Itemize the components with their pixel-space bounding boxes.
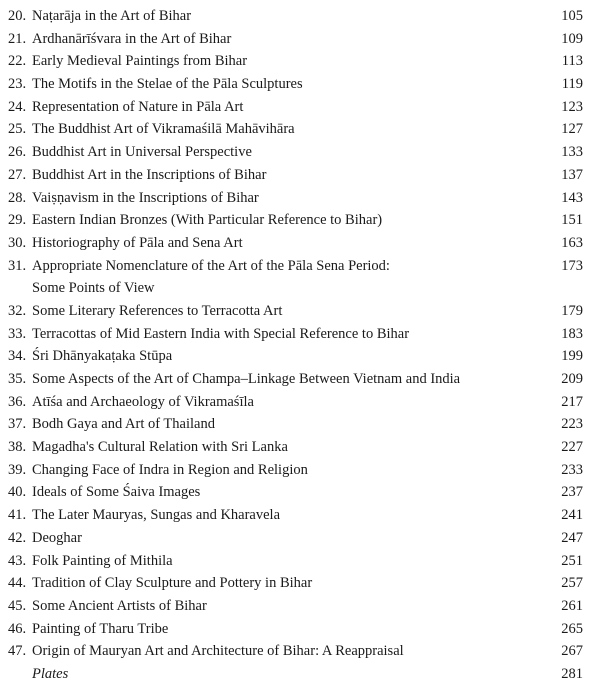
chapter-title: Terracottas of Mid Eastern India with Special Reference to Bihar (32, 325, 410, 342)
toc-entry (0, 5, 600, 28)
toc-entry (0, 504, 600, 527)
chapter-title: Historiography of Pāla and Sena Art (32, 234, 243, 251)
chapter-title: The Buddhist Art of Vikramaśilā Mahāvihāra (32, 121, 295, 138)
chapter-title: Ardhanārīśvara in the Art of Bihar (32, 30, 232, 47)
page-number: 123 (561, 98, 583, 115)
chapter-number: 40. (8, 484, 27, 501)
chapter-number: 25. (8, 121, 27, 138)
chapter-number: 24. (8, 98, 27, 115)
page-number: 223 (561, 416, 583, 433)
page-number: 179 (561, 302, 583, 319)
plates-page-number: 281 (561, 665, 583, 682)
toc-entry (0, 618, 600, 641)
chapter-number: 26. (8, 144, 27, 161)
chapter-number: 38. (8, 439, 27, 456)
chapter-number: 22. (8, 53, 27, 70)
chapter-number: 30. (8, 234, 27, 251)
chapter-number: 31. (8, 257, 27, 274)
toc-entry (0, 595, 600, 618)
chapter-number: 20. (8, 8, 27, 24)
chapter-title: Changing Face of Indra in Region and Religion (32, 461, 308, 478)
page-number: 217 (561, 393, 583, 410)
page-number: 127 (561, 121, 583, 138)
chapter-title: Atīśa and Archaeology of Vikramaśīla (32, 393, 254, 410)
chapter-number: 23. (8, 76, 27, 93)
page-number: 233 (561, 461, 583, 478)
chapter-title: Appropriate Nomenclature of the Art of the Pāla Sena Period: (32, 257, 390, 274)
chapter-title: Origin of Mauryan Art and Architecture of Bihar: A Reappraisal (32, 643, 404, 660)
toc-entry (0, 436, 600, 459)
page-number: 119 (561, 76, 583, 93)
toc-entry (0, 413, 600, 436)
toc-entry (0, 164, 600, 187)
chapter-title: Ideals of Some Śaiva Images (32, 484, 201, 501)
toc-entry (0, 345, 600, 368)
page-number: 247 (561, 529, 583, 546)
toc-entry (0, 232, 600, 255)
chapter-title: Early Medieval Paintings from Bihar (32, 53, 248, 70)
page-number: 199 (561, 348, 583, 365)
page-number: 133 (561, 144, 583, 161)
toc-entry (0, 391, 600, 414)
chapter-number: 39. (8, 461, 27, 478)
toc-entry (0, 96, 600, 119)
chapter-number: 33. (8, 325, 27, 342)
toc-entry (0, 550, 600, 573)
toc-entry-plates (0, 663, 600, 686)
chapter-number: 46. (8, 620, 27, 637)
chapter-number: 45. (8, 597, 27, 614)
page-number: 183 (561, 325, 583, 342)
page-number: 267 (561, 643, 583, 660)
chapter-title: Buddhist Art in Universal Perspective (32, 144, 252, 161)
chapter-title: Some Ancient Artists of Bihar (32, 597, 207, 614)
page-number: 261 (561, 597, 583, 614)
table-of-contents (0, 5, 600, 686)
chapter-number: 21. (8, 30, 27, 47)
chapter-number: 42. (8, 529, 27, 546)
toc-entry (0, 300, 600, 323)
toc-entry (0, 572, 600, 595)
chapter-number: 35. (8, 371, 27, 387)
toc-entry (0, 323, 600, 346)
chapter-number: 28. (8, 189, 27, 206)
toc-entry (0, 527, 600, 550)
page-number: 265 (561, 620, 583, 637)
chapter-number: 47. (8, 643, 27, 660)
chapter-title: Eastern Indian Bronzes (With Particular Reference to Bihar) (32, 212, 383, 229)
chapter-number: 27. (8, 166, 27, 183)
page-number: 237 (561, 484, 583, 501)
toc-entry (0, 368, 600, 391)
chapter-title: Buddhist Art in the Inscriptions of Bihar (32, 166, 267, 183)
page-number: 241 (561, 507, 583, 524)
chapter-title: Naṭarāja in the Art of Bihar (32, 8, 192, 24)
toc-entry (0, 209, 600, 232)
chapter-number: 43. (8, 552, 27, 569)
page-number: 113 (561, 53, 583, 70)
chapter-title: Folk Painting of Mithila (32, 552, 173, 569)
page-number: 151 (561, 212, 583, 229)
toc-entry (0, 28, 600, 51)
chapter-title: Some Literary References to Terracotta Art (32, 302, 283, 319)
chapter-title: The Motifs in the Stelae of the Pāla Sculptures (32, 76, 303, 93)
chapter-number: 29. (8, 212, 27, 229)
toc-entry (0, 640, 600, 663)
toc-entry (0, 118, 600, 141)
chapter-number: 41. (8, 507, 27, 524)
toc-entry (0, 73, 600, 96)
chapter-title: Magadha's Cultural Relation with Sri Lanka (32, 439, 288, 456)
page-number: 227 (561, 439, 583, 456)
chapter-number: 36. (8, 393, 27, 410)
chapter-title: Representation of Nature in Pāla Art (32, 98, 244, 115)
page-number: 257 (561, 575, 583, 592)
chapter-title: Vaiṣṇavism in the Inscriptions of Bihar (32, 189, 259, 206)
page-number: 251 (561, 552, 583, 569)
toc-entry (0, 459, 600, 482)
toc-entry (0, 255, 600, 278)
page-number: 143 (561, 189, 583, 206)
page-number: 209 (561, 371, 583, 387)
chapter-title: Painting of Tharu Tribe (32, 620, 169, 637)
chapter-title: Tradition of Clay Sculpture and Pottery in Bihar (32, 575, 313, 592)
toc-entry-continuation (0, 277, 600, 300)
chapter-number: 44. (8, 575, 27, 592)
chapter-title: Some Aspects of the Art of Champa–Linkage Between Vietnam and India (32, 371, 461, 387)
plates-title: Plates (32, 665, 69, 682)
chapter-title: Bodh Gaya and Art of Thailand (32, 416, 215, 433)
toc-entry (0, 141, 600, 164)
page-number: 105 (561, 8, 583, 24)
toc-entry (0, 187, 600, 210)
chapter-number: 34. (8, 348, 27, 365)
page-number: 109 (561, 30, 583, 47)
chapter-title: Deoghar (32, 529, 82, 546)
page-number: 163 (561, 234, 583, 251)
page-number: 173 (561, 257, 583, 274)
page-number: 137 (561, 166, 583, 183)
toc-entry (0, 50, 600, 73)
chapter-number: 32. (8, 302, 27, 319)
chapter-title: Śri Dhānyakaṭaka Stūpa (32, 348, 173, 365)
chapter-number: 37. (8, 416, 27, 433)
chapter-title: The Later Mauryas, Sungas and Kharavela (32, 507, 281, 524)
toc-entry (0, 481, 600, 504)
chapter-title-continued: Some Points of View (32, 280, 155, 297)
